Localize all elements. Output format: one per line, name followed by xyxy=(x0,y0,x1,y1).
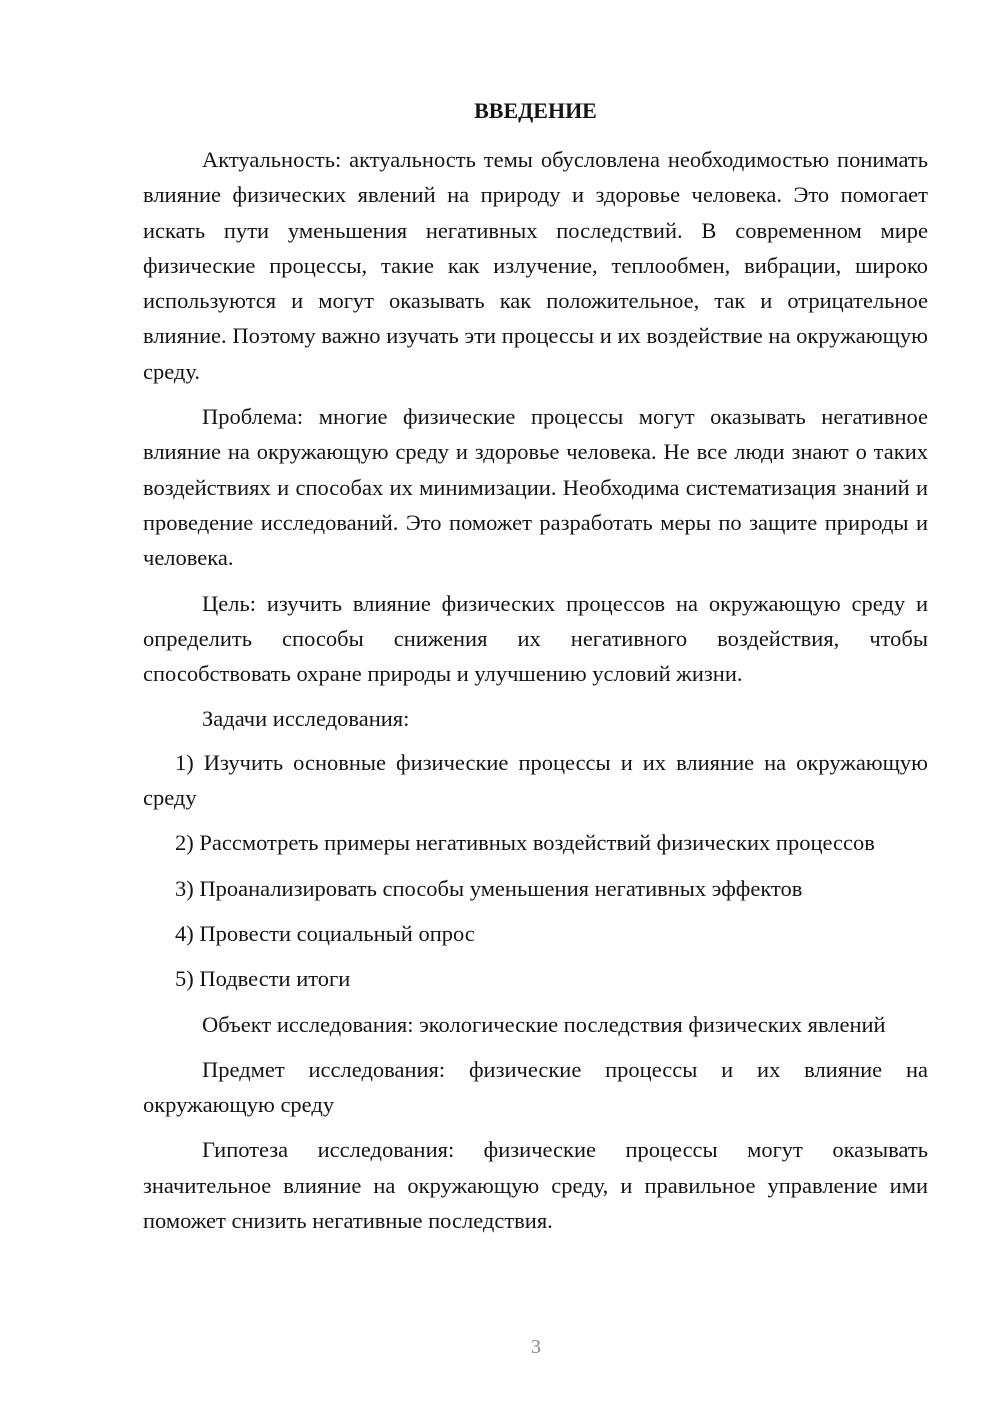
task-item: 1) Изучить основные физические процессы и их влияние на окружающую среду xyxy=(143,749,928,811)
section-title: ВВЕДЕНИЕ xyxy=(474,98,597,123)
relevance-paragraph: Актуальность: актуальность темы обусловлена необходимостью понимать влияние физических явлений на природу и здоровье человека. Это помогает искать пути уменьшения негативных последствий. В современном мире физические процессы, такие как излучение, теплообмен, вибрации, широко используются и могут оказывать как положительное, так и отрицательное влияние. Поэтому важно изучать эти процессы и их воздействие на окружающую среду. xyxy=(143,147,928,384)
hypothesis-paragraph: Гипотеза исследования: физические процессы могут оказывать значительное влияние на окружающую среду, и правильное управление ими поможет снизить негативные последствия. xyxy=(143,1137,928,1234)
task-item: 4) Провести социальный опрос xyxy=(175,920,475,946)
task-item: 5) Подвести итоги xyxy=(175,966,351,992)
tasks-heading: Задачи исследования: xyxy=(202,706,410,732)
task-item: 3) Проанализировать способы уменьшения негативных эффектов xyxy=(175,875,803,901)
page-number: 3 xyxy=(531,1336,541,1358)
object-paragraph: Объект исследования: экологические последствия физических явлений xyxy=(202,1011,886,1037)
tasks-list xyxy=(143,745,928,997)
subject-paragraph: Предмет исследования: физические процессы и их влияние на окружающую среду xyxy=(143,1056,928,1118)
problem-paragraph: Проблема: многие физические процессы могут оказывать негативное влияние на окружающую среду и здоровье человека. Не все люди знают о таких воздействиях и способах их минимизации. Необходима систематизация знаний и проведение исследований. Это поможет разработать меры по защите природы и человека. xyxy=(143,404,928,571)
task-item: 2) Рассмотреть примеры негативных воздействий физических процессов xyxy=(175,830,875,856)
goal-paragraph: Цель: изучить влияние физических процессов на окружающую среду и определить способы снижения их негативного воздействия, чтобы способствовать охране природы и улучшению условий жизни. xyxy=(143,590,928,687)
document-body xyxy=(143,96,928,1248)
